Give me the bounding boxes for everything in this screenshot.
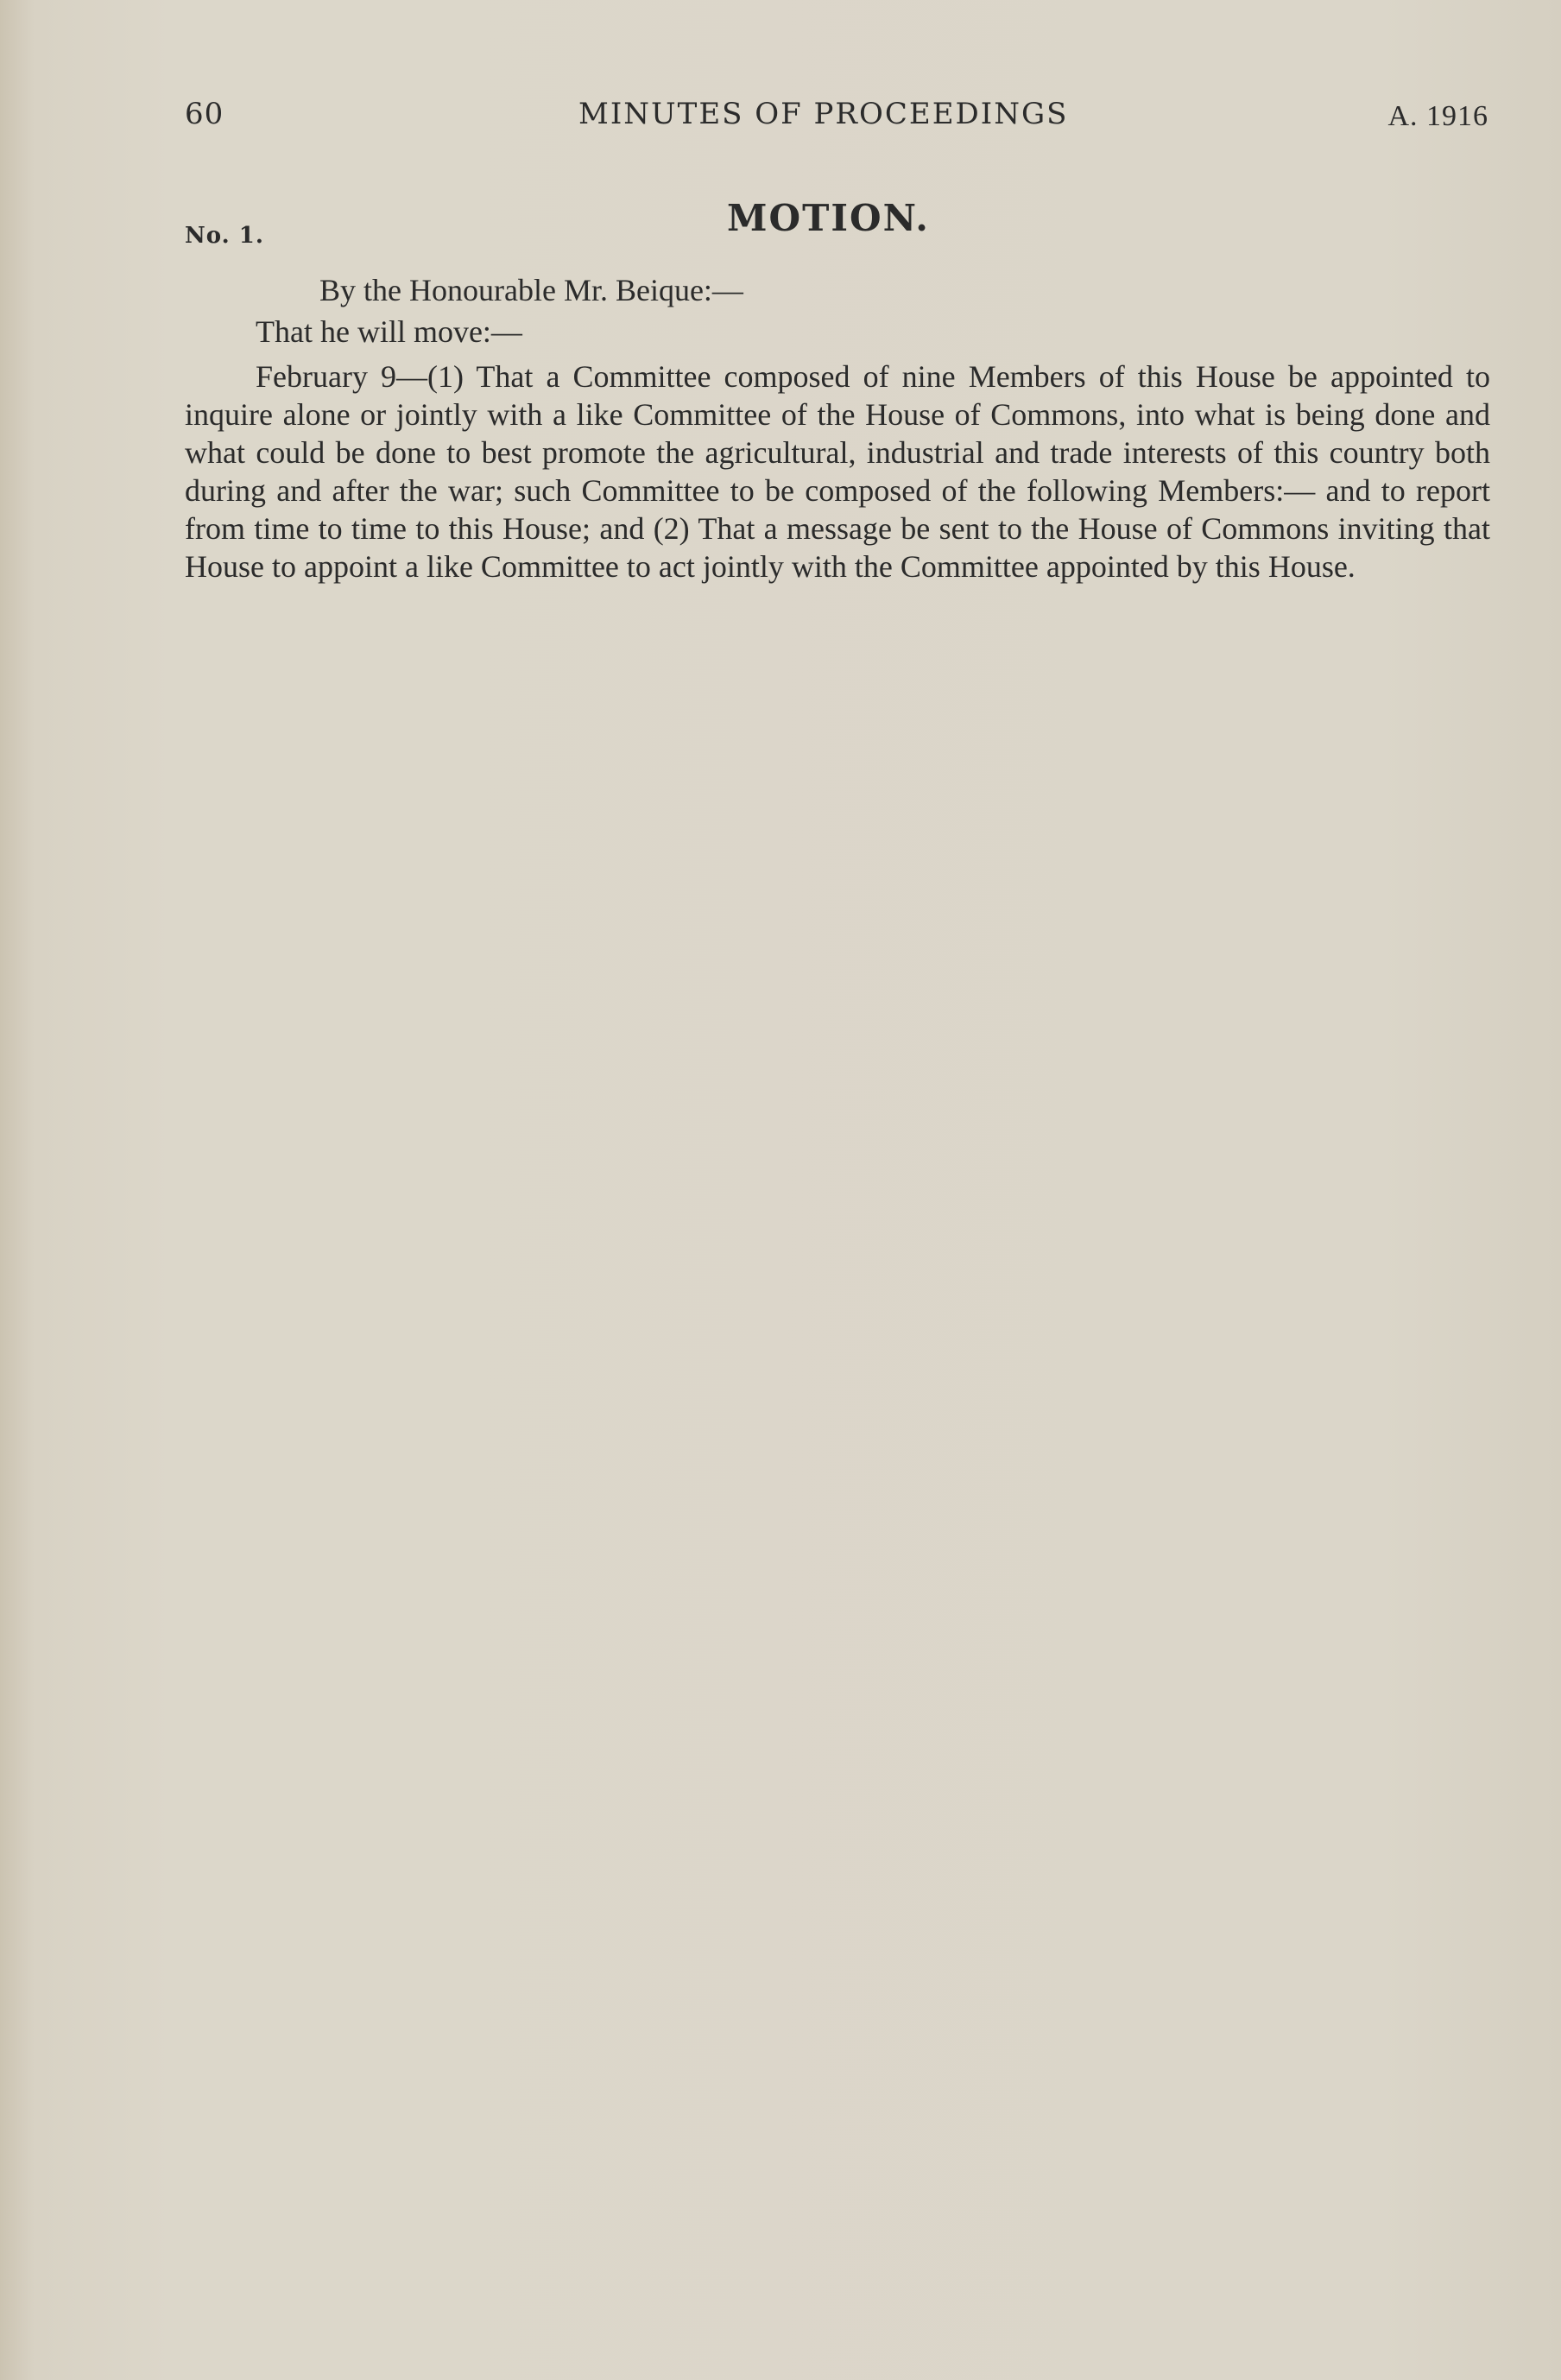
motion-number: No. 1. bbox=[185, 223, 264, 249]
running-head-title: MINUTES OF PROCEEDINGS bbox=[578, 97, 1069, 131]
running-head bbox=[185, 97, 1488, 149]
running-head-year: A. 1916 bbox=[1387, 100, 1488, 132]
motion-heading: MOTION. bbox=[727, 197, 930, 239]
motion-intro-line: That he will move:— bbox=[256, 314, 522, 349]
page-number: 60 bbox=[185, 97, 224, 131]
motion-body-text: February 9—(1) That a Committee composed of nine Members of this House be appointed to inquire alone or jointly with a like Committee of the House of Commons, into what is being done and what could be done to best promote the agricultural, industrial and trade interests of this country both during and after the war; such Committee to be composed of the following Members:— and to report from time to time to this House; and (2) That a message be sent to the House of Commons inviting that House to appoint a like Committee to act jointly with the Committee appointed by this House. bbox=[185, 359, 1490, 584]
motion-mover-line: By the Honourable Mr. Beique:— bbox=[319, 273, 743, 307]
